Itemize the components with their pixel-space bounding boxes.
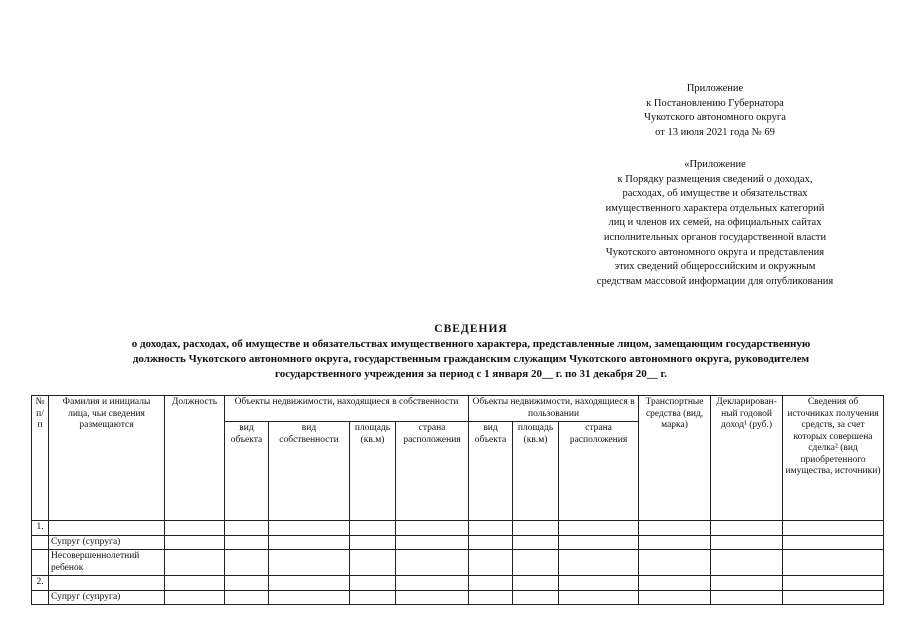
table-cell bbox=[639, 576, 711, 591]
col-used-object-type: вид объекта bbox=[469, 422, 513, 521]
col-used-country: страна расположения bbox=[559, 422, 639, 521]
table-cell bbox=[513, 590, 559, 605]
table-cell bbox=[559, 535, 639, 550]
appendix2-line: имущественного характера отдельных категорий bbox=[605, 202, 825, 214]
appendix-header-1 bbox=[600, 82, 830, 140]
col-used-area: площадь (кв.м) bbox=[513, 422, 559, 521]
appendix1-line: от 13 июля 2021 года № 69 bbox=[655, 126, 775, 138]
col-sources: Сведения об источниках получения средств, за счет которых совершена сделка² (вид приобретенного имущества, источники) bbox=[783, 396, 884, 521]
table-cell bbox=[639, 535, 711, 550]
table-cell bbox=[513, 535, 559, 550]
appendix2-line: расходах, об имуществе и обязательствах bbox=[622, 188, 808, 200]
table-body bbox=[32, 521, 884, 605]
table-cell bbox=[469, 521, 513, 536]
table-cell bbox=[350, 550, 396, 576]
table-cell bbox=[269, 521, 350, 536]
table-cell bbox=[225, 521, 269, 536]
col-owned-area: площадь (кв.м) bbox=[350, 422, 396, 521]
table-cell bbox=[165, 521, 225, 536]
appendix1-line: Приложение bbox=[686, 83, 744, 94]
table-cell bbox=[559, 590, 639, 605]
table-cell bbox=[269, 576, 350, 591]
page-bottom bbox=[0, 606, 905, 640]
declaration-table bbox=[31, 395, 884, 605]
table-cell bbox=[165, 550, 225, 576]
table-cell bbox=[513, 521, 559, 536]
col-position: Должность bbox=[165, 396, 225, 521]
row-name: Супруг (супруга) bbox=[49, 535, 165, 550]
row-name bbox=[49, 576, 165, 591]
appendix2-line: исполнительных органов государственной власти bbox=[603, 231, 827, 243]
table-cell bbox=[469, 535, 513, 550]
col-number: № п/п bbox=[32, 396, 49, 521]
col-group-used: Объекты недвижимости, находящиеся в пользовании bbox=[469, 396, 639, 422]
table-cell bbox=[639, 521, 711, 536]
table-cell bbox=[711, 521, 783, 536]
col-group-owned: Объекты недвижимости, находящиеся в собственности bbox=[225, 396, 469, 422]
table-cell bbox=[396, 590, 469, 605]
table-row bbox=[32, 590, 884, 605]
table-cell bbox=[165, 576, 225, 591]
table-cell bbox=[711, 576, 783, 591]
table-row bbox=[32, 576, 884, 591]
table-cell bbox=[783, 550, 884, 576]
table-cell bbox=[711, 590, 783, 605]
table-cell bbox=[225, 535, 269, 550]
title-line-3: государственного учреждения за период с 1 января 20__ г. по 31 декабря 20__ г. bbox=[274, 368, 667, 380]
table-cell bbox=[350, 590, 396, 605]
row-name: Несовершеннолетний ребенок bbox=[49, 550, 165, 576]
table-cell bbox=[225, 576, 269, 591]
appendix2-line: Чукотского автономного округа и представления bbox=[605, 246, 825, 258]
table-cell bbox=[269, 535, 350, 550]
row-number bbox=[32, 590, 49, 605]
table-cell bbox=[711, 535, 783, 550]
table-row bbox=[32, 521, 884, 536]
appendix2-line: «Приложение bbox=[684, 159, 746, 170]
title-line-2: должность Чукотского автономного округа, государственным гражданским служащим Чукотского автономного округа, руководителем bbox=[132, 353, 810, 365]
table-cell bbox=[469, 590, 513, 605]
col-income: Декларирован-ный годовой доход¹ (руб.) bbox=[711, 396, 783, 521]
table-cell bbox=[396, 576, 469, 591]
table-cell bbox=[165, 590, 225, 605]
appendix2-line: лиц и членов их семей, на официальных сайтах bbox=[608, 217, 822, 229]
col-owned-ownership-type: вид собственности bbox=[269, 422, 350, 521]
table-cell bbox=[513, 550, 559, 576]
col-owned-object-type: вид объекта bbox=[225, 422, 269, 521]
table-cell bbox=[639, 550, 711, 576]
table-cell bbox=[396, 535, 469, 550]
row-name: Супруг (супруга) bbox=[49, 590, 165, 605]
table-cell bbox=[269, 550, 350, 576]
col-owned-country: страна расположения bbox=[396, 422, 469, 521]
table-cell bbox=[783, 576, 884, 591]
appendix1-line: к Постановлению Губернатора bbox=[646, 97, 784, 109]
table-cell bbox=[350, 535, 396, 550]
appendix2-line: этих сведений общероссийским и окружным bbox=[614, 261, 816, 273]
table-cell bbox=[559, 576, 639, 591]
table-cell bbox=[165, 535, 225, 550]
row-number: 1. bbox=[32, 521, 49, 536]
table-cell bbox=[783, 535, 884, 550]
table-cell bbox=[350, 576, 396, 591]
document-title bbox=[40, 322, 902, 382]
col-vehicles: Транспортные средства (вид, марка) bbox=[639, 396, 711, 521]
table-cell bbox=[225, 590, 269, 605]
appendix1-line: Чукотского автономного округа bbox=[644, 112, 786, 124]
appendix2-line: средствам массовой информации для опубликования bbox=[596, 275, 834, 287]
row-name bbox=[49, 521, 165, 536]
table-cell bbox=[711, 550, 783, 576]
appendix-header-2 bbox=[560, 158, 870, 289]
table-cell bbox=[783, 521, 884, 536]
row-number bbox=[32, 535, 49, 550]
table-cell bbox=[350, 521, 396, 536]
appendix2-line: к Порядку размещения сведений о доходах, bbox=[617, 173, 813, 185]
table-row bbox=[32, 550, 884, 576]
table-cell bbox=[225, 550, 269, 576]
table-cell bbox=[269, 590, 350, 605]
col-name: Фамилия и инициалы лица, чьи сведения размещаются bbox=[49, 396, 165, 521]
table-cell bbox=[396, 521, 469, 536]
row-number bbox=[32, 550, 49, 576]
table-cell bbox=[513, 576, 559, 591]
table-cell bbox=[639, 590, 711, 605]
table-cell bbox=[396, 550, 469, 576]
table-row bbox=[32, 535, 884, 550]
table-cell bbox=[559, 550, 639, 576]
table-cell bbox=[783, 590, 884, 605]
row-number: 2. bbox=[32, 576, 49, 591]
title-line-1: о доходах, расходах, об имуществе и обязательствах имущественного характера, представленные лицом, замещающим государственную bbox=[131, 338, 811, 350]
table-cell bbox=[559, 521, 639, 536]
table-cell bbox=[469, 550, 513, 576]
table-cell bbox=[469, 576, 513, 591]
title-main: СВЕДЕНИЯ bbox=[434, 323, 508, 335]
